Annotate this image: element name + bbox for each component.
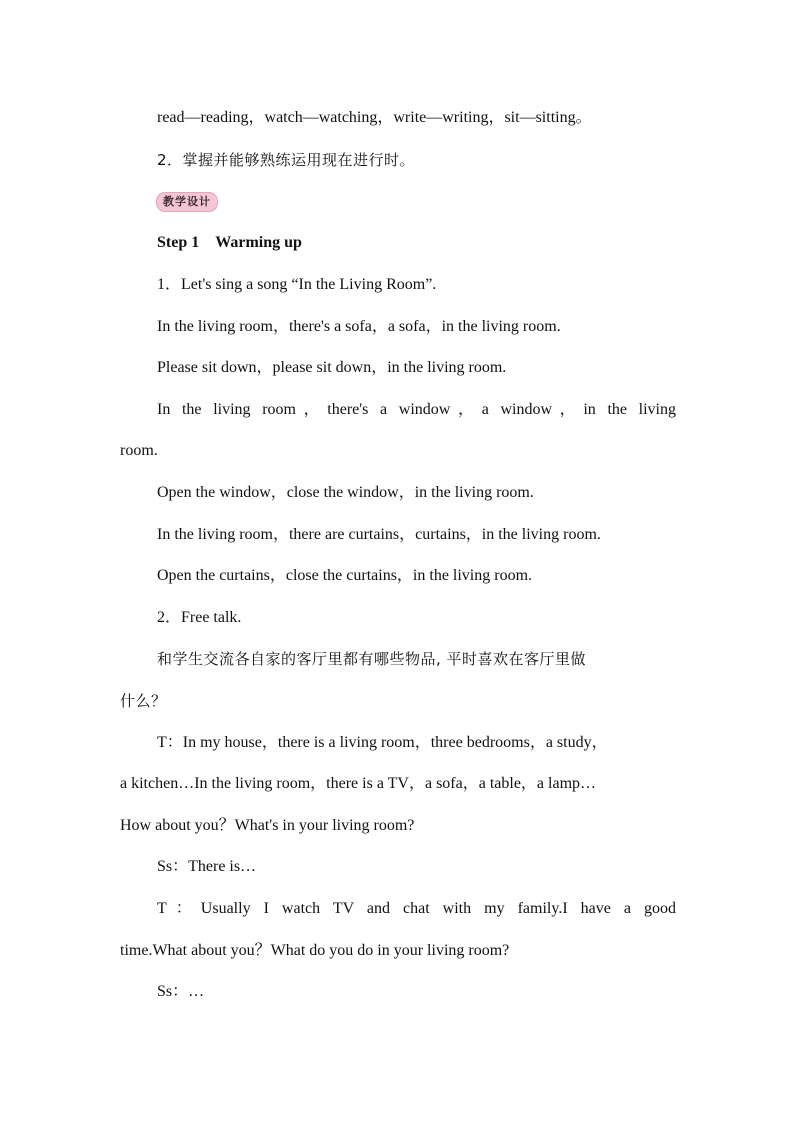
- free-talk-instruction-a: 和学生交流各自家的客厅里都有哪些物品, 平时喜欢在客厅里做: [157, 650, 587, 668]
- verb-forms-line: read—reading，watch—watching，write—writing，sit—sitting。: [157, 109, 592, 126]
- teacher-line-2b: time.What about you？What do you do in your living room?: [120, 942, 510, 959]
- teacher-line-2a: T：Usually I watch TV and chat with my family.I have a good: [157, 900, 676, 917]
- lyric-line-3a: In the living room，there's a window，a window，in the living: [157, 401, 676, 418]
- lyric-line-6: Open the curtains，close the curtains，in the living room.: [157, 567, 533, 584]
- teacher-line-1b: a kitchen…In the living room，there is a TV，a sofa，a table，a lamp…: [120, 775, 597, 792]
- teacher-line-1c: How about you？What's in your living room?: [120, 817, 415, 834]
- free-talk-instruction-b: 什么？: [120, 692, 167, 710]
- step-heading: Step 1 Warming up: [157, 234, 302, 251]
- teacher-line-1a: T：In my house，there is a living room，three bedrooms，a study，: [157, 734, 608, 751]
- lyric-line-5: In the living room，there are curtains，curtains，in the living room.: [157, 526, 601, 543]
- students-line-1: Ss：There is…: [157, 858, 257, 875]
- free-talk-heading: 2．Free talk.: [157, 609, 242, 626]
- students-line-2: Ss：…: [157, 983, 205, 1000]
- teaching-design-badge: 教学设计: [156, 192, 218, 212]
- objective-line: 2．掌握并能够熟练运用现在进行时。: [157, 151, 416, 169]
- song-intro-line: 1．Let's sing a song “In the Living Room”.: [157, 276, 437, 293]
- lyric-line-1: In the living room，there's a sofa，a sofa，in the living room.: [157, 318, 561, 335]
- lyric-line-2: Please sit down，please sit down，in the living room.: [157, 359, 507, 376]
- lyric-line-3b: room.: [120, 442, 158, 459]
- lyric-line-4: Open the window，close the window，in the living room.: [157, 484, 534, 501]
